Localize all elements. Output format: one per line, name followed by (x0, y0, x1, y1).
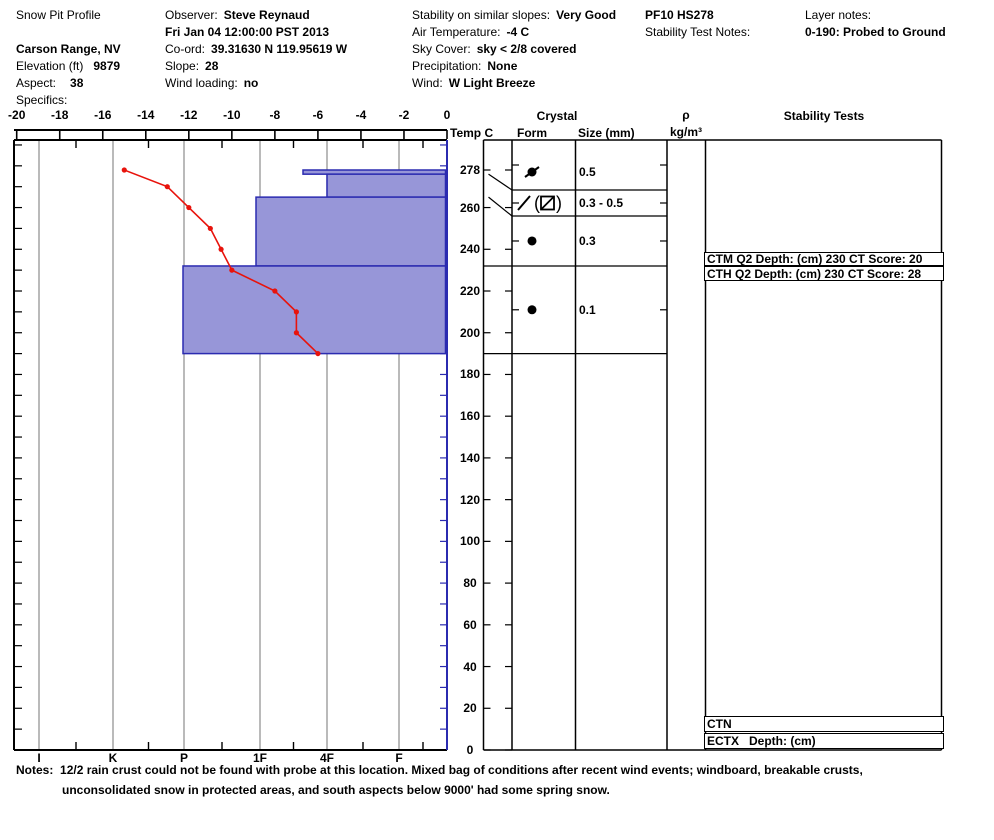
wind-loading-row: Wind loading: no (165, 76, 259, 90)
air-temp-row: Air Temperature: -4 C (412, 25, 530, 39)
svg-text:(: ( (534, 193, 540, 213)
depth-tick-label: 0 (466, 743, 474, 757)
temp-tick-label: -6 (312, 108, 324, 122)
svg-text:): ) (556, 193, 562, 213)
stability-test-row: ECTX Depth: (cm) (704, 733, 944, 749)
temp-tick-label: -20 (8, 108, 26, 122)
size-header: Size (mm) (578, 126, 635, 140)
stability-test-notes-label: Stability Test Notes: (645, 25, 751, 39)
depth-tick-label: 140 (459, 450, 481, 465)
sky-cover-row: Sky Cover: sky < 2/8 covered (412, 42, 577, 56)
hardness-tick-label: 1F (252, 751, 267, 765)
temp-tick-label: -10 (223, 108, 241, 122)
depth-tick-label: 80 (463, 576, 477, 591)
depth-tick-label: 160 (459, 409, 481, 424)
density-rho-header: ρ (682, 108, 690, 122)
depth-tick-label: 200 (459, 325, 481, 340)
temp-axis-title: Temp C (450, 126, 494, 140)
slope-row: Slope: 28 (165, 59, 219, 73)
notes-line-1: Notes: 12/2 rain crust could not be found with probe at this location. Mixed bag of conditions after recent wind events; windboard, breakable crusts, (16, 763, 863, 777)
hardness-tick-label: I (37, 751, 41, 765)
stability-slopes-row: Stability on similar slopes: Very Good (412, 8, 617, 22)
temp-tick-label: -2 (398, 108, 410, 122)
location: Carson Range, NV (16, 42, 121, 56)
crystal-size-value: 0.1 (579, 302, 596, 317)
temp-tick-label: 0 (443, 108, 451, 122)
depth-tick-label: 278 (459, 163, 481, 177)
hardness-tick-label: F (395, 751, 403, 765)
temp-tick-label: -4 (355, 108, 367, 122)
form-header: Form (517, 126, 547, 140)
hardness-tick-label: P (179, 751, 188, 765)
depth-tick-label: 220 (459, 284, 481, 298)
stability-test-row: CTH Q2 Depth: (cm) 230 CT Score: 28 (704, 266, 944, 281)
crystal-size-value: 0.3 (579, 233, 596, 248)
temp-tick-label: -18 (51, 108, 69, 122)
datetime-row: Fri Jan 04 12:00:00 PST 2013 (165, 25, 330, 39)
depth-tick-label: 260 (459, 200, 481, 215)
wind-row: Wind: W Light Breeze (412, 76, 536, 90)
layer-notes-label: Layer notes: (805, 8, 872, 22)
aspect-row: Aspect: 38 (16, 76, 84, 90)
page-title: Snow Pit Profile (16, 8, 101, 22)
layer-notes-value: 0-190: Probed to Ground (805, 25, 946, 39)
stability-test-row: CTM Q2 Depth: (cm) 230 CT Score: 20 (704, 252, 944, 266)
coordinates-row: Co-ord: 39.31630 N 119.95619 W (165, 42, 348, 56)
temp-tick-label: -8 (269, 108, 281, 122)
depth-tick-label: 180 (459, 367, 481, 382)
density-unit-header: kg/m³ (669, 125, 702, 139)
crystal-size-value: 0.5 (579, 165, 596, 179)
temp-tick-label: -16 (94, 108, 112, 122)
depth-tick-label: 60 (463, 617, 477, 632)
depth-tick-label: 20 (463, 701, 477, 716)
stability-tests-title: Stability Tests (783, 109, 865, 123)
temp-tick-label: -12 (180, 108, 198, 122)
depth-tick-label: 120 (459, 492, 481, 507)
depth-tick-label: 40 (463, 659, 477, 674)
observer-row: Observer: Steve Reynaud (165, 8, 310, 22)
temp-tick-label: -14 (137, 108, 155, 122)
depth-tick-label: 240 (459, 242, 481, 257)
notes-line-2: unconsolidated snow in protected areas, and south aspects below 9000' had some spring snow. (62, 783, 610, 797)
precipitation-row: Precipitation: None (412, 59, 518, 73)
specifics-row: Specifics: (16, 93, 68, 107)
depth-tick-label: 100 (459, 534, 481, 549)
crystal-size-value: 0.3 - 0.5 (579, 196, 624, 210)
stability-test-row: CTN (704, 716, 944, 732)
hardness-tick-label: 4F (319, 751, 334, 765)
hardness-tick-label: K (108, 751, 118, 765)
pit-code: PF10 HS278 (645, 8, 714, 22)
elevation-row: Elevation (ft) 9879 (16, 59, 121, 73)
crystal-header: Crystal (536, 109, 578, 123)
